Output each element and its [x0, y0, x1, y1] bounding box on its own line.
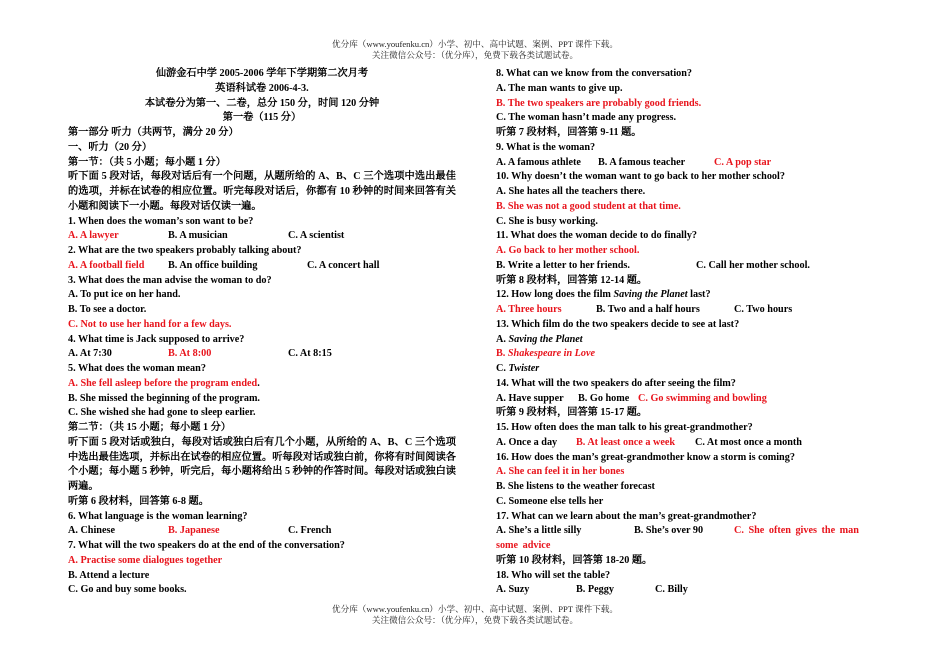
q9-option-a: A. A famous athlete: [496, 156, 581, 168]
q17-option-a: A. She’s a little silly: [496, 525, 582, 537]
q9-option-c: C. A pop star: [714, 156, 772, 168]
question-7: 7. What will the two speakers do at the end of the conversation?: [68, 540, 345, 551]
question-1: 1. When does the woman’s son want to be?: [68, 215, 254, 227]
q3-option-c: C. Not to use her hand for a few days.: [68, 318, 232, 330]
question-8: 8. What can we know from the conversation?: [496, 68, 693, 79]
q10-option-a: A. She hates all the teachers there.: [496, 186, 646, 197]
q4-option-b: B. At 8:00: [168, 348, 212, 360]
exam-info: 本试卷分为第一、二卷，总分 150 分，时间 120 分钟: [144, 97, 380, 109]
footer-watermark-line2: 关注微信公众号：（优分库），免费下载各类试题试卷。: [371, 615, 579, 625]
q12-option-a: A. Three hours: [496, 304, 562, 315]
q13-option-b-letter: B.: [496, 348, 508, 360]
q14-option-a: A. Have supper: [496, 392, 564, 404]
question-12: [496, 288, 884, 303]
q3-option-a: A. To put ice on her hand.: [68, 289, 181, 301]
q14-option-b: B. Go home: [578, 392, 630, 404]
q5-option-a-text: A. She fell asleep before the program ended: [68, 377, 258, 389]
part-one-heading: 第一部分 听力（共两节，满分 20 分）: [68, 127, 239, 138]
question-4: 4. What time is Jack supposed to arrive?: [68, 333, 245, 345]
q17-option-c: C. She often gives the man some advice: [496, 525, 859, 551]
footer-watermark-line1: 优分库（www.youfenku.cn）小学、初中、高中试题、案例、PPT 课件下载。: [332, 604, 618, 614]
q12-text-end: last?: [687, 289, 711, 301]
q11-option-c: C. Call her mother school.: [696, 259, 810, 271]
q12-text-start: 12. How long does the film: [496, 289, 614, 301]
section-one-instructions: 听下面 5 段对话，每段对话后有一个问题，从题所给的 A、B、C 三个选项中选出最佳的选项，并标在试卷的相应位置。听完每段对话后，你都有 10 秒钟的时间来回答有关小题和阅读下一小题。每段对话仅读一遍。: [68, 171, 456, 212]
question-15: 15. How often does the man talk to his great-grandmother?: [496, 422, 753, 433]
q5-option-a: [68, 377, 456, 392]
q13-option-a-title: Saving the Planet: [508, 333, 583, 345]
q1-option-a: A. A lawyer: [68, 230, 119, 242]
q2-option-b: B. An office building: [168, 259, 258, 271]
q9-option-b: B. A famous teacher: [598, 156, 686, 168]
q18-option-b: B. Peggy: [576, 584, 614, 596]
question-16: 16. How does the man’s great-grandmother know a storm is coming?: [496, 451, 795, 463]
q13-option-c: [496, 362, 884, 377]
question-18-options: [496, 583, 884, 598]
question-3: 3. What does the man advise the woman to do?: [68, 274, 272, 286]
question-17-options: [496, 524, 884, 554]
q6-option-a: A. Chinese: [68, 525, 115, 537]
q6-option-c: C. French: [288, 525, 332, 537]
q2-option-a: A. A football field: [68, 259, 145, 271]
q8-option-b: B. The two speakers are probably good friends.: [496, 97, 702, 109]
q12-film-title: Saving the Planet: [613, 289, 688, 301]
listening-heading: 一、听力（20 分）: [68, 141, 153, 153]
material-9-heading: 听第 9 段材料，回答第 15-17 题。: [496, 407, 648, 419]
material-8-heading: 听第 8 段材料，回答第 12-14 题。: [496, 274, 648, 286]
q12-option-c: C. Two hours: [734, 304, 793, 315]
q7-option-b: B. Attend a lecture: [68, 569, 150, 581]
question-4-options: [68, 347, 456, 362]
question-15-options: [496, 436, 884, 451]
question-1-options: [68, 229, 456, 244]
q15-option-b-red: B. At least once a week: [576, 436, 676, 448]
question-17: 17. What can we learn about the man’s great-grandmother?: [496, 510, 757, 522]
header-watermark-line2: 关注微信公众号：（优分库），免费下载各类试题试卷。: [371, 50, 579, 60]
question-9-options: [496, 156, 884, 171]
left-column: [68, 67, 456, 598]
q6-option-b: B. Japanese: [168, 525, 220, 537]
q11-option-a: A. Go back to her mother school.: [496, 245, 640, 256]
question-2: 2. What are the two speakers probably talking about?: [68, 245, 302, 256]
question-2-options: [68, 259, 456, 274]
question-6: 6. What language is the woman learning?: [68, 510, 248, 522]
q7-option-c: C. Go and buy some books.: [68, 584, 187, 596]
q13-option-a: [496, 333, 884, 348]
question-11: 11. What does the woman decide to do finally?: [496, 230, 698, 242]
q13-option-a-letter: A.: [496, 333, 509, 345]
q8-option-c: C. The woman hasn’t made any progress.: [496, 112, 677, 124]
q7-option-a: A. Practise some dialogues together: [68, 554, 223, 566]
question-6-options: [68, 524, 456, 539]
question-13: 13. Which film do the two speakers decide to see at last?: [496, 318, 740, 330]
q17-option-b: B. She’s over 90: [634, 525, 704, 537]
q18-option-a: A. Suzy: [496, 584, 530, 596]
q5-option-c: C. She wished she had gone to sleep earlier.: [68, 407, 256, 419]
right-column: [496, 67, 884, 598]
header-watermark-line1: 优分库（www.youfenku.cn）小学、初中、高中试题、案例、PPT 课件下载。: [332, 39, 618, 49]
exam-subtitle: 英语科试卷 2006-4-3.: [215, 82, 309, 94]
q8-option-a: A. The man wants to give up.: [496, 82, 623, 94]
q13-option-c-title: Twister: [508, 363, 540, 374]
exam-title: 仙游金石中学 2005-2006 学年下学期第二次月考: [155, 68, 369, 79]
question-12-options: [496, 303, 884, 318]
paper-one-title: 第一卷（115 分）: [222, 112, 302, 124]
question-18: 18. Who will set the table?: [496, 569, 611, 581]
q10-option-c: C. She is busy working.: [496, 215, 598, 227]
section-two-instructions: 听下面 5 段对话或独白，每段对话或独白后有几个小题，从所给的 A、B、C 三个选项中选出最佳选项，并标出在试卷的相应位置。听每段对话或独白前，你将有时间阅读各个小题；每小题 5 秒钟，听完后，每小题将给出 5 秒钟的作答时间。每段对话或独白读两遍。: [68, 436, 456, 492]
material-7-heading: 听第 7 段材料，回答第 9-11 题。: [496, 127, 642, 138]
q2-option-c: C. A concert hall: [307, 259, 380, 271]
section-one-heading: 第一节：（共 5 小题；每小题 1 分）: [68, 156, 226, 168]
question-5: 5. What does the woman mean?: [68, 363, 206, 374]
question-9: 9. What is the woman?: [496, 141, 596, 153]
q13-option-c-letter: C.: [496, 363, 509, 374]
q16-option-a: A. She can feel it in her bones: [496, 466, 625, 478]
q5-option-a-period: .: [257, 377, 260, 389]
q10-option-b: B. She was not a good student at that time.: [496, 200, 681, 212]
q1-option-b: B. A musician: [168, 230, 228, 242]
q5-option-b: B. She missed the beginning of the program.: [68, 392, 260, 404]
q12-option-b: B. Two and a half hours: [596, 304, 700, 315]
section-two-heading: 第二节：（共 15 小题；每小题 1 分）: [68, 422, 231, 433]
q18-option-c: C. Billy: [655, 584, 688, 596]
material-6-heading: 听第 6 段材料，回答第 6-8 题。: [68, 495, 209, 507]
q16-option-c: C. Someone else tells her: [496, 495, 604, 507]
q3-option-b: B. To see a doctor.: [68, 304, 147, 315]
q16-option-b: B. She listens to the weather forecast: [496, 481, 655, 492]
question-10: 10. Why doesn’t the woman want to go back to her mother school?: [496, 171, 785, 183]
q4-option-c: C. At 8:15: [288, 348, 332, 360]
q13-option-b: [496, 347, 884, 362]
q1-option-c: C. A scientist: [288, 230, 345, 242]
q15-option-c: C. At most once a month: [695, 436, 802, 448]
q14-option-c: C. Go swimming and bowling: [638, 392, 767, 404]
q4-option-a: A. At 7:30: [68, 348, 112, 360]
material-10-heading: 听第 10 段材料，回答第 18-20 题。: [496, 554, 653, 566]
question-14-options: [496, 392, 884, 407]
q15-option-a: A. Once a day: [496, 436, 558, 448]
question-14: 14. What will the two speakers do after seeing the film?: [496, 377, 736, 389]
q11-option-b: B. Write a letter to her friends.: [496, 259, 630, 271]
q13-option-b-title: Shakespeare in Love: [507, 348, 596, 360]
question-11-options: [496, 259, 884, 274]
